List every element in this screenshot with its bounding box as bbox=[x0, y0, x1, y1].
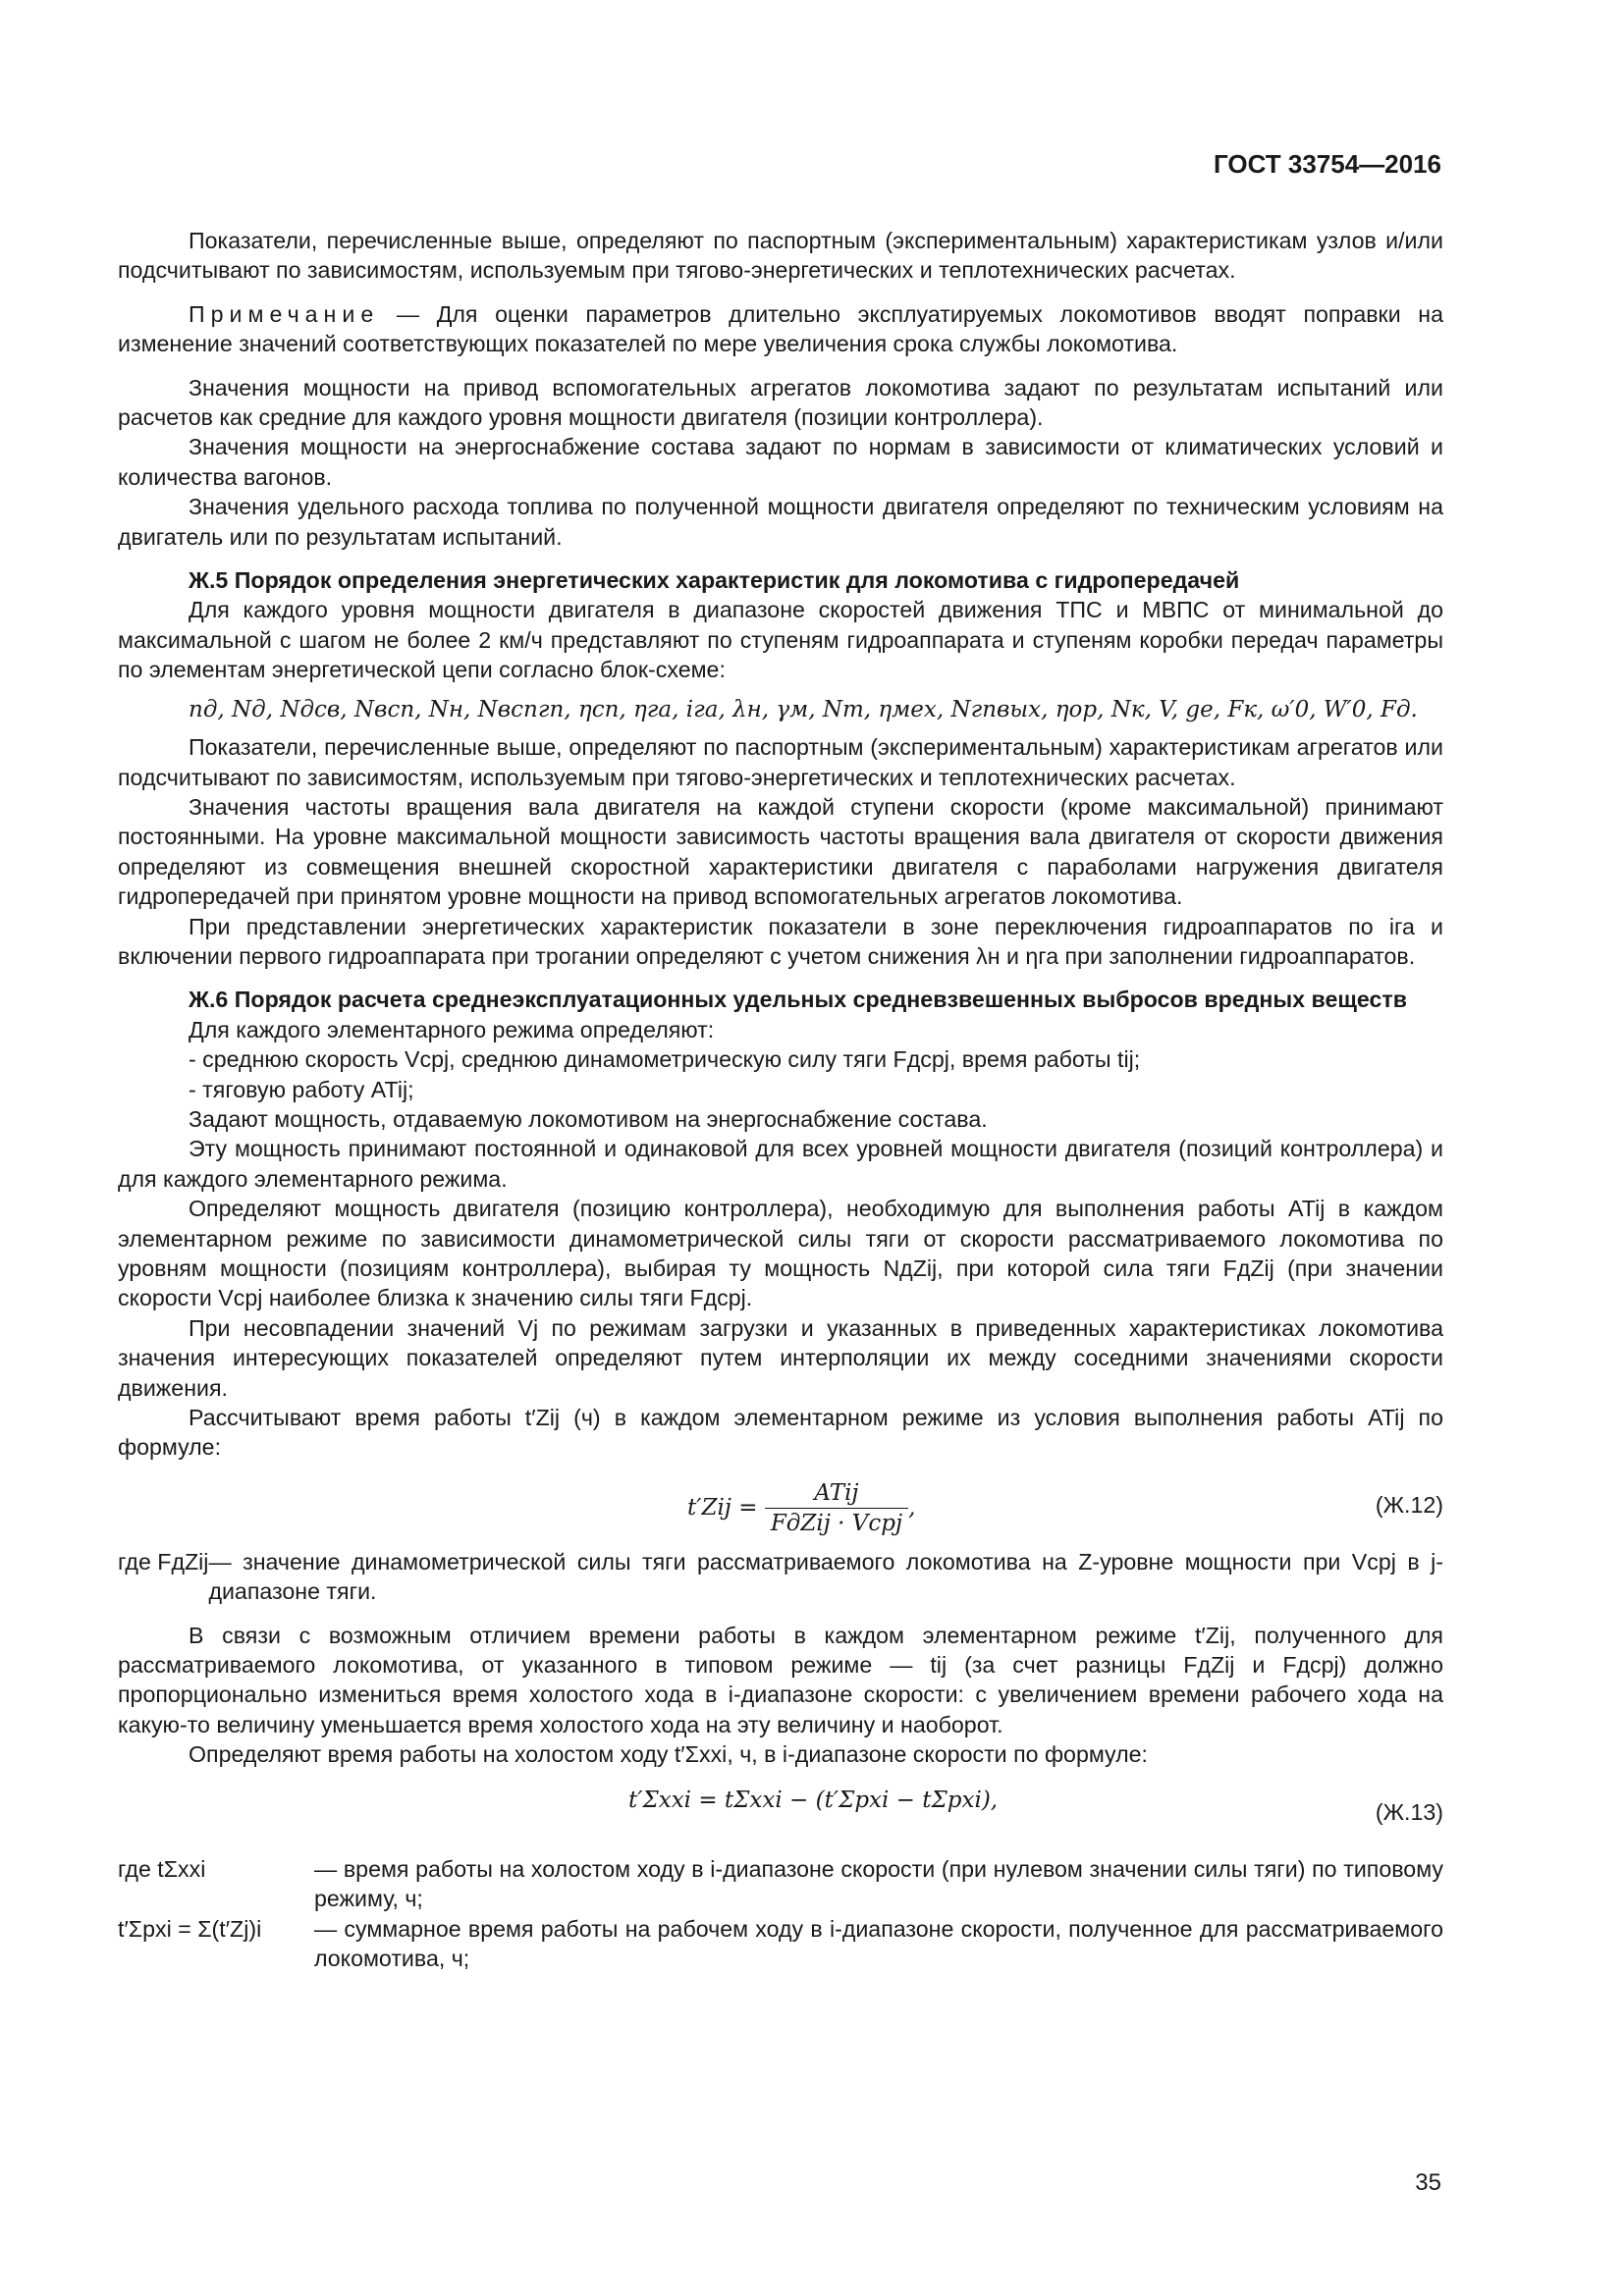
section-heading-j5: Ж.5 Порядок определения энергетических характеристик для локомотива с гидропередачей bbox=[189, 567, 1240, 594]
equation-number: (Ж.13) bbox=[1375, 1798, 1443, 1825]
list-item: - тяговую работу ATij; bbox=[189, 1076, 414, 1102]
doc-code: ГОСТ 33754—2016 bbox=[1214, 149, 1441, 179]
fraction-denominator: FдZij · Vcpj bbox=[770, 1511, 903, 1537]
section-heading-j6: Ж.6 Порядок расчета среднеэксплуатационных удельных средневзвешенных выбросов вредных веществ bbox=[189, 987, 1408, 1013]
formula-j12 bbox=[118, 1472, 1443, 1537]
paragraph: При представлении энергетических характеристик показатели в зоне переключения гидроаппаратов по iга и включении первого гидроаппарата при трогании определяют с учетом снижения λн и ηга при заполнении гидроаппаратов. bbox=[118, 913, 1443, 969]
paragraph: В связи с возможным отличием времени работы в каждом элементарном режиме t′Zij, полученного для рассматриваемого локомотива, от указанного в типовом режиме — tij (за счет разницы FдZij и Fдсрj) должно пропорционально измениться время холостого хода в i-диапазоне скорости: с увеличением времени рабочего хода на какую-то величину уменьшается время холостого хода на эту величину и наоборот. bbox=[118, 1622, 1443, 1737]
paragraph: Рассчитывают время работы t′Zij (ч) в каждом элементарном режиме из условия выполнения работы ATij по формуле: bbox=[118, 1405, 1443, 1461]
paragraph: При несовпадении значений Vj по режимам загрузки и указанных в приведенных характеристиках локомотива значения интересующих показателей определяют путем интерполяции их между соседними значениями скорости движения. bbox=[118, 1314, 1443, 1401]
definition-list bbox=[118, 1854, 1443, 1974]
paragraph: Значения частоты вращения вала двигателя на каждой ступени скорости (кроме максимальной) принимают постоянными. На уровне максимальной мощности зависимость частоты вращения вала двигателя от скорости движения определяют из совмещения внешней скоростной характеристики двигателя с параболами нагружения двигателя гидропередачей при принятом уровне мощности на привод вспомогательных агрегатов локомотива. bbox=[118, 793, 1443, 910]
where-symbol: где FдZij bbox=[118, 1548, 209, 1575]
fraction-numerator: ATij bbox=[765, 1478, 908, 1509]
where-clause bbox=[118, 1547, 1443, 1607]
formula-expression: t′Σxxi = tΣxxi − (t′Σpxi − tΣpxi), bbox=[628, 1787, 999, 1813]
definition-text: — время работы на холостом ходу в i-диапазоне скорости (при нулевом значении силы тяги) по типовому режиму, ч; bbox=[314, 1855, 1443, 1912]
paragraph: Значения мощности на энергоснабжение состава задают по нормам в зависимости от климатических условий и количества вагонов. bbox=[118, 434, 1443, 490]
paragraph: Задают мощность, отдаваемую локомотивом на энергоснабжение состава. bbox=[189, 1105, 988, 1132]
formula-tail: , bbox=[908, 1494, 916, 1521]
note-label: Примечание bbox=[189, 300, 380, 327]
paragraph: Показатели, перечисленные выше, определяют по паспортным (экспериментальным) характеристикам агрегатов или подсчитывают по зависимостям, используемым при тягово-энергетических и теплотехнических расчетах. bbox=[118, 734, 1443, 790]
formula-j13 bbox=[118, 1780, 1443, 1844]
where-definition: — значение динамометрической силы тяги рассматриваемого локомотива на Z-уровне мощности при Vсрj в j-диапазоне тяги. bbox=[208, 1548, 1443, 1605]
paragraph: Для каждого элементарного режима определяют: bbox=[189, 1016, 715, 1042]
note bbox=[118, 299, 1443, 359]
definition-symbol: где tΣxxi bbox=[118, 1855, 206, 1882]
paragraph: Для каждого уровня мощности двигателя в диапазоне скоростей движения ТПС и МВПС от минимальной до максимальной с шагом не более 2 км/ч представляют по ступеням гидроаппарата и ступеням коробки передач параметры по элементам энергетической цепи согласно блок-схеме: bbox=[118, 597, 1443, 683]
page-number: 35 bbox=[1415, 2169, 1441, 2196]
paragraph: Эту мощность принимают постоянной и одинаковой для всех уровней мощности двигателя (позиций контроллера) и для каждого элементарного режима. bbox=[118, 1136, 1443, 1192]
paragraph: Определяют мощность двигателя (позицию контроллера), необходимую для выполнения работы ATij в каждом элементарном режиме по зависимости динамометрической силы тяги от скорости рассматриваемого локомотива по уровням мощности (позициям контроллера), выбирая ту мощность NдZij, при которой сила тяги FдZij (при значении скорости Vсрj наиболее близка к значению силы тяги Fдсрj. bbox=[118, 1196, 1443, 1311]
list-item: - среднюю скорость Vсрj, среднюю динамометрическую силу тяги Fдсрj, время работы tij; bbox=[189, 1046, 1141, 1073]
definition-symbol: t′Σpxi = Σ(t′Zj)i bbox=[118, 1915, 262, 1942]
paragraph: Определяют время работы на холостом ходу t′Σxxi, ч, в i-диапазоне скорости по формуле: bbox=[189, 1741, 1148, 1768]
paragraph: Значения удельного расхода топлива по полученной мощности двигателя определяют по техническим условиям на двигатель или по результатам испытаний. bbox=[118, 494, 1443, 550]
paragraph: Значения мощности на привод вспомогательных агрегатов локомотива задают по результатам испытаний или расчетов как средние для каждого уровня мощности двигателя (позиции контроллера). bbox=[118, 374, 1443, 431]
formula-expression bbox=[687, 1478, 915, 1539]
definition-text: — суммарное время работы на рабочем ходу в i-диапазоне скорости, полученное для рассматриваемого локомотива, ч; bbox=[314, 1915, 1443, 1971]
formula-lhs: t′Zij = bbox=[687, 1494, 758, 1521]
formula-fraction bbox=[765, 1478, 908, 1539]
definition-item bbox=[118, 1854, 1443, 1914]
page-content bbox=[118, 226, 1443, 1973]
symbol-list: nд, Nд, Nдсв, Nвсп, Nн, Nвспгп, ηсп, ηга, iга, λн, γм, Nт, ηмех, Nгпвых, ηор, Nк, V, gе, Fк, ω′0, W′0, Fд. bbox=[189, 696, 1418, 722]
note-text: — Для оценки параметров длительно эксплуатируемых локомотивов вводят поправки на изменение значений соответствующих показателей по мере увеличения срока службы локомотива. bbox=[118, 300, 1443, 357]
equation-number: (Ж.12) bbox=[1375, 1491, 1443, 1518]
definition-item bbox=[118, 1914, 1443, 1974]
paragraph: Показатели, перечисленные выше, определяют по паспортным (экспериментальным) характеристикам узлов и/или подсчитывают по зависимостям, используемым при тягово-энергетических и теплотехнических расчетах. bbox=[118, 228, 1443, 284]
